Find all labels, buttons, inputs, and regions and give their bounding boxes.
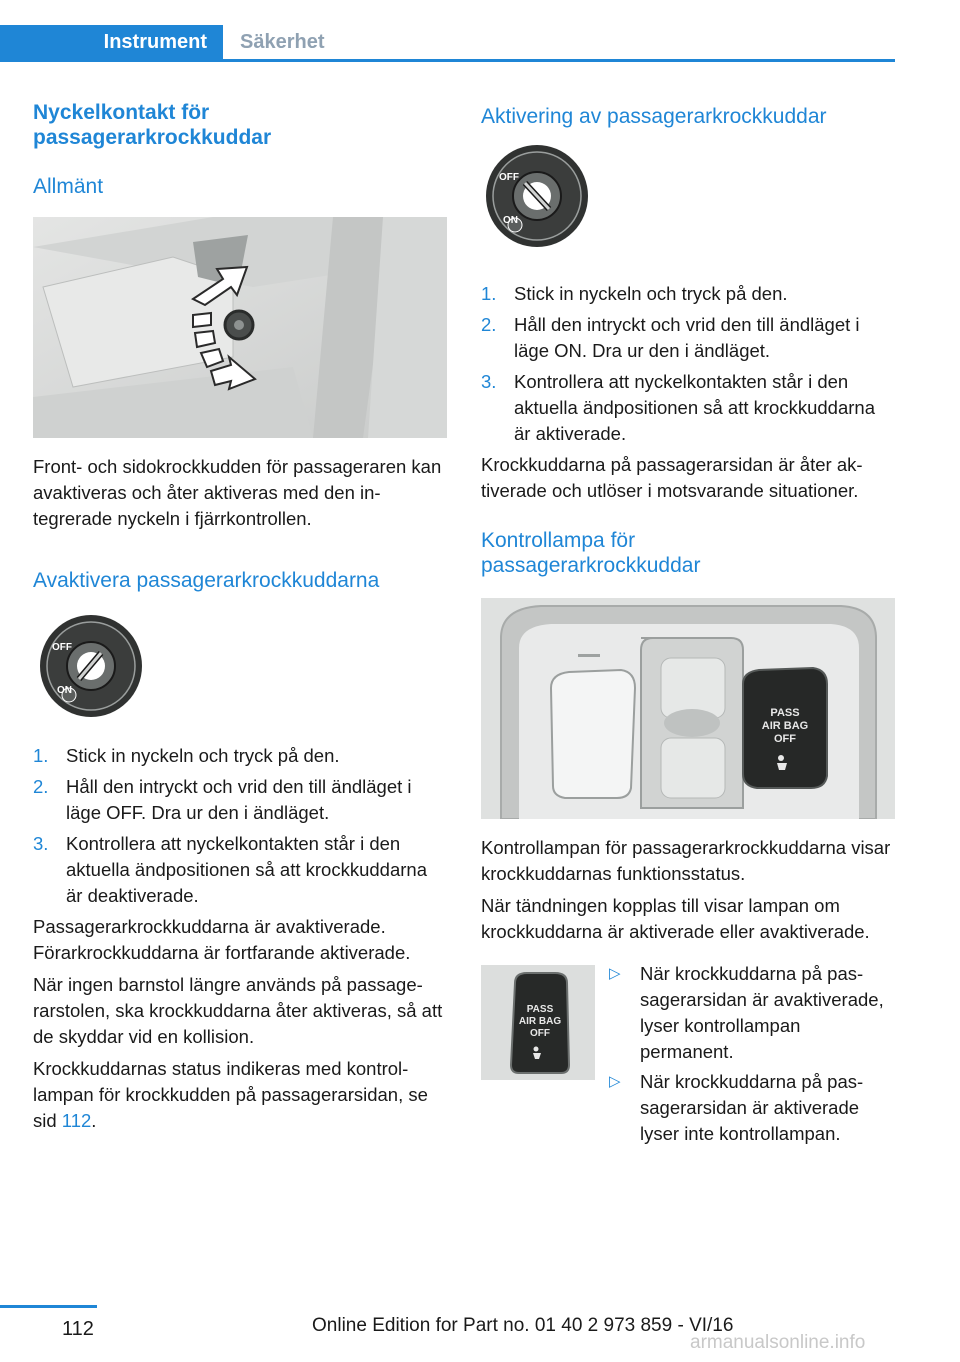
footer-rule [0,1305,97,1308]
subheading-activate: Aktivering av passagerarkrockkuddar [481,105,827,128]
step-number: 1. [481,283,497,304]
step-text: Stick in nyckeln och tryck på den. [514,283,788,304]
key-switch-off-figure [33,613,153,723]
lamp-state-bullets [607,961,897,1151]
switch-off-label: OFF [52,642,72,653]
lamp-closeup-line3: OFF [530,1028,550,1039]
status-indicator-text [33,1056,447,1134]
edition-text: Online Edition for Part no. 01 40 2 973 859 - VI/16 [312,1315,734,1336]
page-reference-link[interactable]: 112 [61,1110,92,1131]
passenger-airbag-off-lamp-icon [481,965,595,1080]
step-text: Stick in nyckeln och tryck på den. [66,745,340,766]
switch-off-label: OFF [499,172,519,183]
lamp-closeup-line1: PASS [526,1004,554,1015]
airbag-switch-on-icon [481,143,601,253]
right-column [481,100,895,1155]
dashboard-illustration [33,217,447,438]
step-number: 2. [481,314,497,335]
key-switch-on-figure [481,143,601,253]
indicator-lamp-photo [481,598,895,819]
step-text: Håll den intryckt och vrid den till ändläget i läge OFF. Dra ur den i ändläget. [66,776,412,823]
status-text-main: Krockkuddarnas status indikeras med kontrollampan för krockkudden på passagerarsidan, se sid [33,1058,428,1131]
left-column [33,100,447,1134]
section-title: Nyckelkontakt för passagerarkrockkuddar [33,101,272,149]
lamp-closeup-photo [481,965,595,1080]
status-text-end: . [91,1110,97,1131]
airbag-switch-off-icon [33,613,153,723]
lamp-label-line3: OFF [774,733,796,745]
overhead-console-illustration [481,598,895,819]
subheading-deactivate: Avaktivera passagerarkrockkuddarna [33,569,380,592]
switch-on-label: ON [503,215,518,226]
list-item [33,831,447,909]
tab-instrument[interactable]: Instrument [0,25,223,60]
dashboard-key-switch-photo [33,217,447,438]
triangle-bullet-icon: ▷ [609,1073,621,1090]
lamp-function-text: Kontrollampan för passagerarkrockkuddarna visar krockkuddarnas funktionsstatus. [481,837,891,884]
lamp-label-line1: PASS [770,707,800,719]
step-number: 3. [481,371,497,392]
deactivate-steps [33,743,447,909]
triangle-bullet-icon: ▷ [609,965,621,982]
list-item [481,312,895,364]
list-item [33,774,447,826]
activated-status-text: Krockkuddarna på passagerarsidan är åter aktiverade och utlöser i motsvarande situationer. [481,454,863,501]
step-text: Håll den intryckt och vrid den till ändläget i läge ON. Dra ur den i ändläget. [514,314,860,361]
page-number: 112 [62,1318,94,1340]
section-tab-bar [0,25,895,62]
lamp-states-block [481,965,895,1155]
deactivated-status-text: Passagerarkrockkuddarna är avaktiverade. Förarkrockkuddarna är fortfarande aktiverade. [33,916,411,963]
activate-steps [481,281,895,447]
step-text: Kontrollera att nyckelkontakten står i den aktuella ändpositionen så att krockkuddarna är deaktiverade. [66,833,427,906]
reactivate-advice-text: När ingen barnstol längre används på passagerarstolen, ska krockkuddarna åter aktiveras, så att de skyddar vid en kollision. [33,974,443,1047]
bullet-text: När krockkuddarna på passagerarsidan är aktiverade lyser inte kontrollampan. [640,1071,864,1144]
lamp-closeup-line2: AIR BAG [518,1016,562,1027]
switch-on-label: ON [57,685,72,696]
tab-sakerhet[interactable]: Säkerhet [240,31,325,53]
subheading-general: Allmänt [33,175,104,198]
general-text: Front- och sidokrockkudden för passageraren kan avaktiveras och åter aktiveras med den integrerade nyckeln i fjärrkontrollen. [33,456,442,529]
bullet-text: När krockkuddarna på passagerarsidan är avaktiverade, lyser kontrollampan permanent. [640,963,884,1062]
step-number: 1. [33,745,49,766]
list-item [607,1069,897,1147]
subheading-indicator-lamp: Kontrollampa för passagerarkrockkuddar [481,529,701,577]
list-item [33,743,447,769]
step-number: 3. [33,833,49,854]
lamp-ignition-text: När tändningen kopplas till visar lampan om krockkuddarna är aktiverade eller avaktiverade. [481,895,870,942]
step-number: 2. [33,776,49,797]
watermark: armanualsonline.info [690,1332,866,1353]
list-item [607,961,897,1065]
list-item [481,281,895,307]
step-text: Kontrollera att nyckelkontakten står i den aktuella ändpositionen så att krockkuddarna är aktiverade. [514,371,875,444]
list-item [481,369,895,447]
lamp-label-line2: AIR BAG [761,720,809,732]
